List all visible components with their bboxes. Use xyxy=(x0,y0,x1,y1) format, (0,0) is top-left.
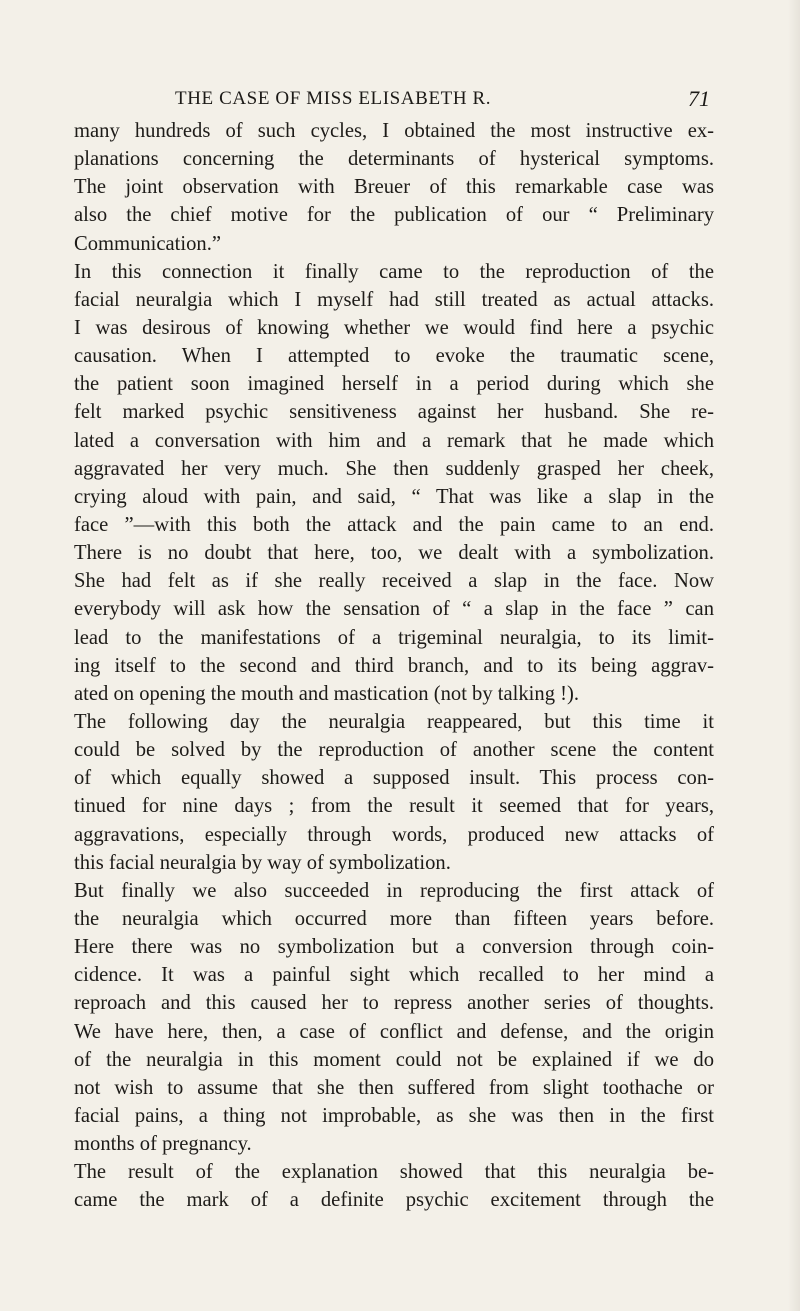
text-line: lated a conversation with him and a remark that he made which xyxy=(74,429,714,452)
page-header xyxy=(150,88,710,118)
text-line: of the neuralgia in this moment could not be explained if we do xyxy=(74,1048,714,1071)
text-line: not wish to assume that she then suffered from slight toothache or xyxy=(74,1076,714,1099)
text-line: planations concerning the determinants of hysterical symptoms. xyxy=(74,148,714,171)
text-line: reproach and this caused her to repress another series of thoughts. xyxy=(74,992,714,1015)
text-line: everybody will ask how the sensation of “ a slap in the face ” can xyxy=(74,598,714,621)
text-line: ing itself to the second and third branch, and to its being aggrav- xyxy=(74,654,714,677)
text-line: of which equally showed a supposed insult. This process con- xyxy=(74,767,714,790)
text-line: the neuralgia which occurred more than fifteen years before. xyxy=(74,907,714,930)
text-line: She had felt as if she really received a slap in the face. Now xyxy=(74,570,714,593)
text-line: this facial neuralgia by way of symbolization. xyxy=(74,851,451,874)
text-line: face ”—with this both the attack and the pain came to an end. xyxy=(74,513,714,536)
text-line: In this connection it finally came to the reproduction of the xyxy=(74,260,714,283)
text-line: The joint observation with Breuer of this remarkable case was xyxy=(74,176,714,199)
text-line: many hundreds of such cycles, I obtained the most instructive ex- xyxy=(74,120,714,142)
text-line: facial neuralgia which I myself had still treated as actual attacks. xyxy=(74,288,714,311)
text-line: lead to the manifestations of a trigeminal neuralgia, to its limit- xyxy=(74,626,714,649)
text-line: could be solved by the reproduction of another scene the content xyxy=(74,739,714,762)
text-line: The result of the explanation showed that this neuralgia be- xyxy=(74,1161,714,1184)
text-line: Here there was no symbolization but a conversion through coin- xyxy=(74,936,714,959)
text-line: aggravations, especially through words, produced new attacks of xyxy=(74,823,714,846)
text-line: We have here, then, a case of conflict and defense, and the origin xyxy=(74,1020,714,1043)
text-line: Communication.” xyxy=(74,232,221,255)
text-line: I was desirous of knowing whether we would find here a psychic xyxy=(74,316,714,339)
text-line: came the mark of a definite psychic excitement through the xyxy=(74,1189,714,1212)
text-line: also the chief motive for the publication of our “ Preliminary xyxy=(74,204,714,227)
text-line: tinued for nine days ; from the result it seemed that for years, xyxy=(74,795,714,818)
text-line: causation. When I attempted to evoke the traumatic scene, xyxy=(74,345,714,368)
text-line: felt marked psychic sensitiveness against her husband. She re- xyxy=(74,401,714,424)
text-line: cidence. It was a painful sight which recalled to her mind a xyxy=(74,964,714,987)
text-line: facial pains, a thing not improbable, as she was then in the first xyxy=(74,1104,714,1127)
text-line: months of pregnancy. xyxy=(74,1133,252,1156)
text-line: aggravated her very much. She then suddenly grasped her cheek, xyxy=(74,457,714,480)
text-line: the patient soon imagined herself in a period during which she xyxy=(74,373,714,396)
text-line: crying aloud with pain, and said, “ That was like a slap in the xyxy=(74,485,714,508)
page-number: 71 xyxy=(688,86,710,111)
running-head: THE CASE OF MISS ELISABETH R. xyxy=(175,88,492,109)
body-text xyxy=(74,117,714,1214)
page-edge-shadow xyxy=(788,0,800,1311)
text-line: The following day the neuralgia reappeared, but this time it xyxy=(74,710,714,733)
text-line: There is no doubt that here, too, we dealt with a symbolization. xyxy=(74,542,714,565)
text-line: ated on opening the mouth and mastication (not by talking !). xyxy=(74,682,580,705)
text-line: But finally we also succeeded in reproducing the first attack of xyxy=(74,879,714,902)
